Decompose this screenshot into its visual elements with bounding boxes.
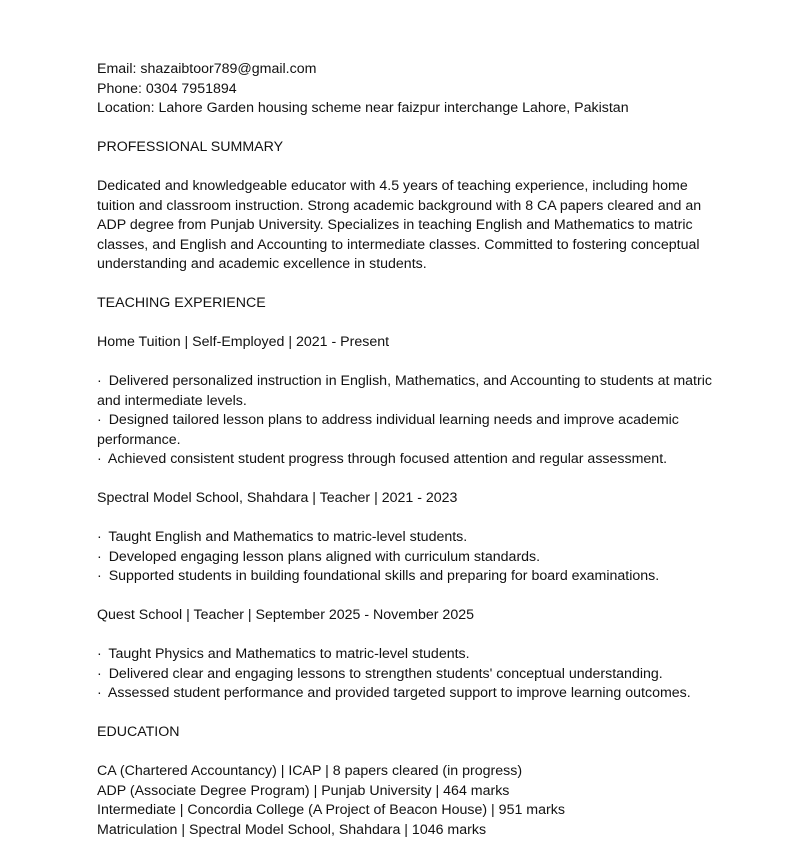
job-bullets bbox=[97, 645, 717, 704]
contact-email: Email: shazaibtoor789@gmail.com bbox=[97, 61, 317, 77]
education-item: Intermediate | Concordia College (A Project of Beacon House) | 951 marks bbox=[97, 802, 565, 818]
bullet-dot: · bbox=[97, 665, 102, 682]
job-bullet bbox=[97, 372, 717, 411]
bullet-dot: · bbox=[97, 451, 102, 467]
job-bullet bbox=[97, 548, 717, 568]
bullet-dot: · bbox=[97, 548, 102, 565]
experience-heading: TEACHING EXPERIENCE bbox=[97, 295, 266, 311]
job-bullet-text: Taught English and Mathematics to matric-level students. bbox=[108, 529, 468, 545]
job-bullet-text: Delivered personalized instruction in English, Mathematics, and Accounting to students at matric and intermediate levels. bbox=[97, 373, 712, 409]
job-entry bbox=[97, 333, 740, 470]
job-title: Home Tuition | Self-Employed | 2021 - Present bbox=[97, 334, 390, 350]
education-item: CA (Chartered Accountancy) | ICAP | 8 papers cleared (in progress) bbox=[97, 763, 523, 779]
job-title: Quest School | Teacher | September 2025 - November 2025 bbox=[97, 607, 474, 623]
bullet-dot: · bbox=[97, 373, 102, 389]
job-bullet bbox=[97, 411, 717, 450]
job-bullet bbox=[97, 528, 717, 548]
education-item: ADP (Associate Degree Program) | Punjab University | 464 marks bbox=[97, 782, 510, 799]
job-bullet-text: Designed tailored lesson plans to address individual learning needs and improve academic performance. bbox=[97, 412, 679, 448]
job-bullets bbox=[97, 372, 717, 470]
job-bullet bbox=[97, 645, 717, 665]
education-list bbox=[97, 762, 740, 840]
job-bullet bbox=[97, 567, 717, 587]
bullet-dot: · bbox=[97, 685, 102, 701]
job-bullet-text: Supported students in building foundational skills and preparing for board examinations. bbox=[108, 568, 660, 584]
contact-location: Location: Lahore Garden housing scheme near faizpur interchange Lahore, Pakistan bbox=[97, 100, 629, 116]
job-bullet-text: Developed engaging lesson plans aligned with curriculum standards. bbox=[108, 548, 541, 565]
job-title: Spectral Model School, Shahdara | Teacher | 2021 - 2023 bbox=[97, 490, 458, 506]
job-bullet bbox=[97, 684, 717, 704]
job-bullet-text: Delivered clear and engaging lessons to strengthen students' conceptual understanding. bbox=[108, 665, 663, 682]
job-bullet bbox=[97, 450, 717, 470]
summary-text: Dedicated and knowledgeable educator with 4.5 years of teaching experience, including home tuition and classroom instruction. Strong academic background with 8 CA papers cleared and an ADP degree from Punjab University. Specializes in teaching English and Mathematics to matric classes, and English and Accounting to intermediate classes. Committed to fostering conceptual understanding and academic excellence in students. bbox=[97, 178, 702, 272]
education-item: Matriculation | Spectral Model School, Shahdara | 1046 marks bbox=[97, 821, 487, 838]
job-bullet-text: Achieved consistent student progress through focused attention and regular assessment. bbox=[107, 451, 668, 467]
summary-heading: PROFESSIONAL SUMMARY bbox=[97, 139, 284, 155]
bullet-dot: · bbox=[97, 412, 102, 428]
job-bullet-text: Taught Physics and Mathematics to matric-level students. bbox=[108, 646, 470, 662]
job-bullets bbox=[97, 528, 717, 587]
bullet-dot: · bbox=[97, 646, 102, 662]
contact-phone: Phone: 0304 7951894 bbox=[97, 80, 237, 97]
job-entry bbox=[97, 606, 740, 704]
job-bullet-text: Assessed student performance and provided targeted support to improve learning outcomes. bbox=[107, 685, 691, 701]
job-entry bbox=[97, 489, 740, 587]
bullet-dot: · bbox=[97, 568, 102, 584]
contact-block bbox=[97, 60, 740, 119]
bullet-dot: · bbox=[97, 529, 102, 545]
job-bullet bbox=[97, 665, 717, 685]
education-heading: EDUCATION bbox=[97, 724, 180, 740]
